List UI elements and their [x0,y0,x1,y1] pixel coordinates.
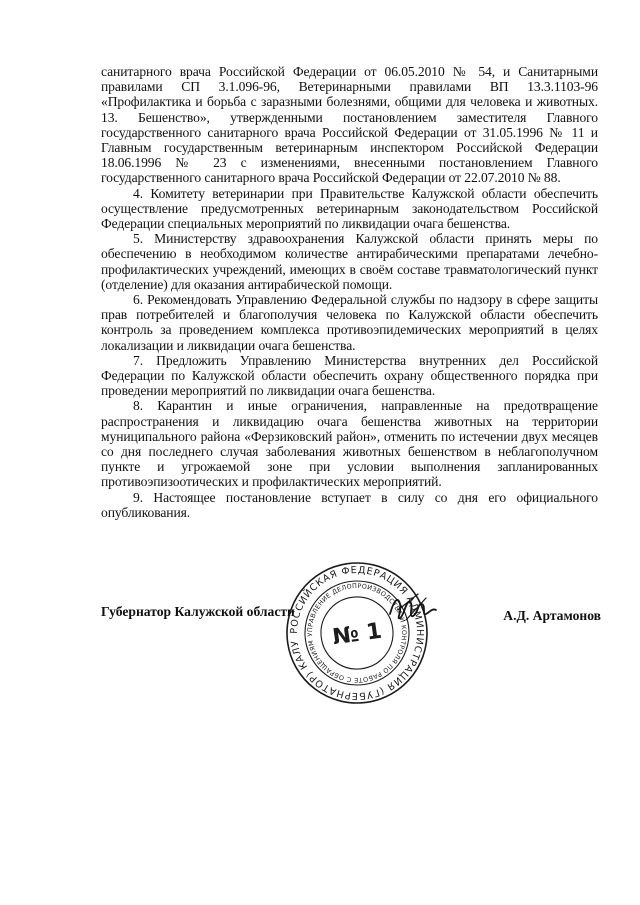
signatory-title: Губернатор Калужской области [101,604,295,619]
paragraph-item-5: 5. Министерству здравоохранения Калужской области принять меры по обеспечению в необходимом количестве антирабическими препаратами лечебно-профилактических учреждений, имеющих в своём составе травматологический пункт (отделение) для оказания антирабической помощи. [101,231,598,292]
paragraph-item-8: 8. Карантин и иные ограничения, направленные на предотвращение распространения и ликвидацию очага бешенства животных на территории муниципального района «Ферзиковский район», отменить по истечении двух месяцев со дня последнего случая заболевания животных бешенством в неблагополучном пункте и угрожаемой зоне при условии выполнения запланированных противоэпизоотических и профилактических мероприятий. [101,398,598,490]
signatory-name: А.Д. Артамонов [503,608,601,623]
seal-inner-text: УПРАВЛЕНИЕ ДЕЛОПРОИЗВОДСТВА И КОНТРОЛЯ ПО РАБОТЕ С ОБРАЩЕНИЯМИ [305,581,409,685]
seal-outer-text: РОССИЙСКАЯ ФЕДЕРАЦИЯ АДМИНИСТРАЦИЯ (ГУБЕРНАТОР) КАЛУЖСКОЙ [288,564,426,702]
seal-number: № 1 [330,618,384,651]
paragraph-item-4: 4. Комитету ветеринарии при Правительстве Калужской области обеспечить осуществление предусмотренных ветеринарным законодательством Российской Федерации специальных мероприятий по ликвидации очага бешенства. [101,185,598,232]
seal-body [282,558,432,708]
official-seal-stamp [282,558,432,708]
document-body [101,64,598,520]
handwritten-signature [388,590,438,628]
paragraph-item-9: 9. Настоящее постановление вступает в силу со дня его официального опубликования. [101,489,598,520]
paragraph-item-7: 7. Предложить Управлению Министерства внутренних дел Российской Федерации по Калужской области обеспечить охрану общественного порядка при проведении мероприятий по ликвидации очага бешенства. [101,352,598,399]
paragraph-continuation: санитарного врача Российской Федерации от 06.05.2010 № 54, и Санитарными правилами СП 3.1.096-96, Ветеринарными правилами ВП 13.3.1103-96 «Профилактика и борьба с заразными болезнями, общими для человека и животных. 13. Бешенство», утвержденными постановлением заместителя Главного государственного санитарного врача Российской Федерации от 31.05.1996 № 11 и Главным государственным ветеринарным инспектором Российской Федерации 18.06.1996 № 23 с изменениями, внесенными постановлением Главного государственного санитарного врача Российской Федерации от 22.07.2010 № 88. [101,64,598,186]
paragraph-item-6: 6. Рекомендовать Управлению Федеральной службы по надзору в сфере защиты прав потребителей и благополучия человека по Калужской области обеспечить контроль за проведением комплекса противоэпидемических мероприятий в целях локализации и ликвидации очага бешенства. [101,292,598,353]
